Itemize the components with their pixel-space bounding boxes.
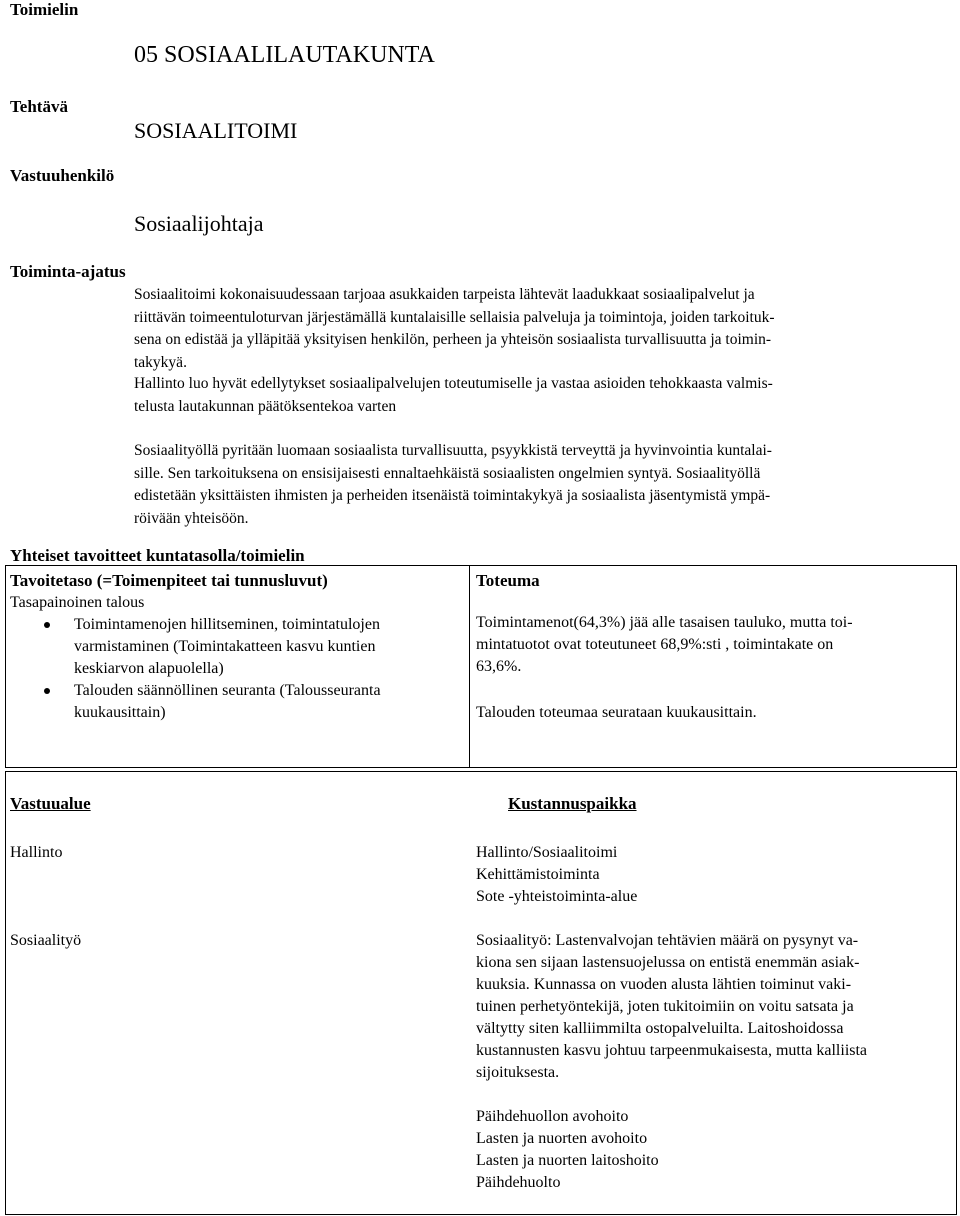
list-item: Päihdehuolto <box>476 1174 561 1191</box>
text-line: varmistaminen (Toimintakatteen kasvu kuntien <box>74 638 376 655</box>
table-divider <box>469 566 470 767</box>
list-item: Sote -yhteistoiminta-alue <box>476 888 638 905</box>
text-line: sille. Sen tarkoituksena on ensisijaisesti ennaltaehkäistä sosiaalisten ongelmien syntyä. Sosiaalityöllä <box>134 464 761 482</box>
area-hallinto: Hallinto <box>10 844 63 861</box>
mission-paragraph-3 <box>134 440 924 530</box>
text-line: vältytty siten kalliimmilta ostopalveluilta. Laitoshoidossa <box>476 1020 844 1037</box>
text-line: edistetään yksittäisten ihmisten ja perheiden itsenäistä toimintakykyä ja sosiaalista jäsentymistä ympä- <box>134 487 771 504</box>
hallinto-cost-centers <box>476 842 637 908</box>
text-line: takykyä. <box>134 353 187 371</box>
text-line: sijoituksesta. <box>476 1064 560 1081</box>
text-line: kuuksia. Kunnassa on vuoden alusta lähtien toiminut vaki- <box>476 976 852 993</box>
text-line: mintatuotot ovat toteutuneet 68,9%:sti , toimintakate on <box>476 636 834 653</box>
text-line: kiona sen sijaan lastensuojelussa on entistä enemmän asiak- <box>476 954 860 971</box>
text-line: Talouden säännöllinen seuranta (Talousseuranta <box>74 682 381 699</box>
goals-result <box>476 612 946 678</box>
text-line: 63,6%. <box>476 658 522 675</box>
mission-paragraph-2 <box>134 373 924 418</box>
sosiaalityo-description <box>476 930 951 1084</box>
area-sosiaalityo: Sosiaalityö <box>10 932 82 949</box>
text-line: kustannusten kasvu johtuu tarpeenmukaisesta, mutta kalliista <box>476 1042 868 1059</box>
text-line: Hallinto luo hyvät edellytykset sosiaalipalvelujen toteutumiselle ja vastaa asioiden tehokkaasta valmis- <box>134 375 773 392</box>
label-tehtava: Tehtävä <box>10 97 68 116</box>
tehtava-value: SOSIAALITOIMI <box>134 118 298 143</box>
mission-paragraph-1 <box>134 284 924 374</box>
areas-col1-header: Vastuualue <box>10 794 91 813</box>
text-line: kuukausittain) <box>74 704 166 721</box>
label-toimielin: Toimielin <box>10 0 79 19</box>
goals-bullet-list <box>36 614 456 724</box>
text-line: Sosiaalityö: Lastenvalvojan tehtävien määrä on pysynyt va- <box>476 932 859 949</box>
goals-section-title: Yhteiset tavoitteet kuntatasolla/toimielin <box>10 546 305 565</box>
goals-col1-header: Tavoitetaso (=Toimenpiteet tai tunnusluvut) <box>10 571 328 590</box>
areas-col2-header: Kustannuspaikka <box>508 794 637 813</box>
text-line: keskiarvon alapuolella) <box>74 660 224 677</box>
goals-table <box>5 565 957 768</box>
list-item <box>36 614 456 680</box>
list-item: Päihdehuollon avohoito <box>476 1108 629 1125</box>
text-line: röivään yhteisöön. <box>134 509 249 527</box>
text-line: Sosiaalitoimi kokonaisuudessaan tarjoaa asukkaiden tarpeista lähtevät laadukkaat sosiaalipalvelut ja <box>134 286 755 303</box>
goals-col2-header: Toteuma <box>476 571 540 590</box>
text-line: Sosiaalityöllä pyritään luomaan sosiaalista turvallisuutta, psyykkistä terveyttä ja hyvinvointia kuntalai- <box>134 442 772 459</box>
list-item: Kehittämistoiminta <box>476 866 600 883</box>
text-line: Toimintamenot(64,3%) jää alle tasaisen tauluko, mutta toi- <box>476 614 853 631</box>
sosiaalityo-cost-centers <box>476 1106 659 1194</box>
text-line: Toimintamenojen hillitseminen, toimintatulojen <box>74 616 380 633</box>
list-item: Lasten ja nuorten avohoito <box>476 1130 648 1147</box>
goals-result-2: Talouden toteumaa seurataan kuukausittain. <box>476 704 757 721</box>
label-toiminta-ajatus: Toiminta-ajatus <box>10 262 126 281</box>
goals-subheading: Tasapainoinen talous <box>10 594 145 611</box>
text-line: riittävän toimeentuloturvan järjestämällä kuntalaisille sellaisia palveluja ja toimintoja, joiden tarkoituk- <box>134 308 775 326</box>
list-item: Hallinto/Sosiaalitoimi <box>476 844 618 861</box>
text-line: tuinen perhetyöntekijä, joten tukitoimiin on voitu satsata ja <box>476 998 854 1015</box>
areas-table <box>5 771 957 1215</box>
list-item <box>36 680 456 724</box>
text-line: sena on edistää ja ylläpitää yksityisen henkilön, perheen ja yhteisön sosiaalista turvallisuutta ja toimin- <box>134 331 772 348</box>
vastuuhenkilo-value: Sosiaalijohtaja <box>134 211 264 236</box>
toimielin-value: 05 SOSIAALILAUTAKUNTA <box>134 42 435 68</box>
list-item: Lasten ja nuorten laitoshoito <box>476 1152 659 1169</box>
text-line: telusta lautakunnan päätöksentekoa varten <box>134 397 397 415</box>
label-vastuuhenkilo: Vastuuhenkilö <box>10 166 115 185</box>
